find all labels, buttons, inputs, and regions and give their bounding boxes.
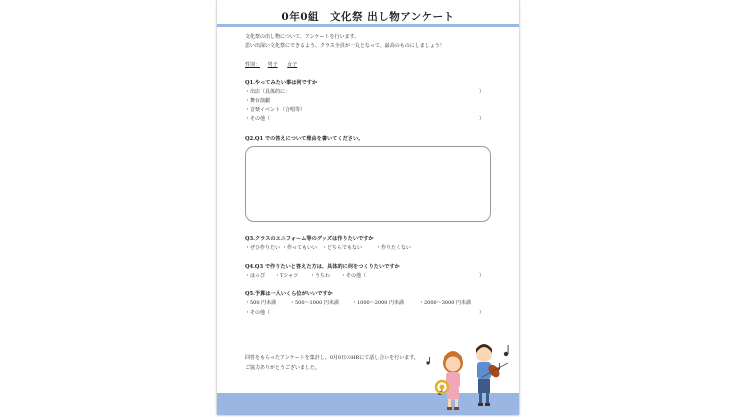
intro-line-1: 文化祭の出し物について、アンケートを行います。 xyxy=(245,34,360,40)
q5-option-1[interactable]: ・500 円未満 xyxy=(245,300,277,306)
intro-line-2: 思い出深い文化祭にできるよう、クラス全員が一丸となって、最高のものにしましょう！ xyxy=(245,43,445,49)
q3-question: Q3.クラスのユニフォーム等のグッズは作りたいですか xyxy=(245,236,374,242)
top-accent-bar xyxy=(217,24,519,27)
q5-option-3[interactable]: ・1000～2000 円未満 xyxy=(352,300,405,306)
q1-other-close: ） xyxy=(479,116,485,122)
footer-line-1: 回答をもらったアンケートを集計し、0月0日のHRにて話し合いを行います。 xyxy=(245,355,419,361)
q5-option-4[interactable]: ・2000～3000 円未満 xyxy=(419,300,472,306)
q1-shop-close: ） xyxy=(479,89,485,95)
q1-option-other[interactable]: ・その他（ xyxy=(245,116,271,122)
q4-option-tshirt[interactable]: ・Tシャツ xyxy=(275,273,299,279)
q4-option-uchiwa[interactable]: ・うちわ xyxy=(310,273,331,279)
q4-option-other[interactable]: ・その他（ xyxy=(341,273,367,279)
q3-option-4[interactable]: ・作りたくない xyxy=(376,245,412,251)
gender-male-option[interactable]: 男子 xyxy=(267,62,278,68)
boy-with-violin xyxy=(476,344,508,406)
q5-question: Q5.予算は一人いくら位がいいですか xyxy=(245,291,333,297)
q4-option-happi[interactable]: ・はっぴ xyxy=(245,273,266,279)
gender-row xyxy=(245,63,297,68)
gender-female-option[interactable]: 女子 xyxy=(287,62,298,68)
q3-option-1[interactable]: ・ぜひ作りたい xyxy=(245,245,281,251)
footer-line-2: ご協力ありがとうございました。 xyxy=(245,365,321,371)
q5-option-other[interactable]: ・その他（ xyxy=(245,310,271,316)
q5-option-2[interactable]: ・500～1000 円未満 xyxy=(290,300,339,306)
girl-with-horn xyxy=(436,351,463,410)
q3-option-3[interactable]: ・どちらでもない xyxy=(322,245,362,251)
q4-other-close: ） xyxy=(479,273,485,279)
q2-question: Q2.Q1 での答えについて理由を書いてください。 xyxy=(245,136,364,142)
q5-other-close: ） xyxy=(479,310,485,316)
q4-question: Q4.Q3 で作りたいと答えた方は、具体的に何をつくりたいですか xyxy=(245,264,400,270)
q3-option-2[interactable]: ・作ってもいい xyxy=(282,245,318,251)
q2-answer-box[interactable] xyxy=(245,146,491,222)
survey-title: 0年0組 文化祭 出し物アンケート xyxy=(281,11,455,23)
survey-sheet xyxy=(217,0,519,415)
children-playing-instruments-illustration xyxy=(420,333,515,415)
q1-option-drama[interactable]: ・舞台演劇 xyxy=(245,98,271,104)
q1-option-shop[interactable]: ・出店（具体的に： xyxy=(245,89,291,95)
q1-question: Q1.やってみたい事は何ですか xyxy=(245,80,318,86)
q1-option-music[interactable]: ・音楽イベント（合唱等） xyxy=(245,107,306,113)
gender-label: 性別： xyxy=(245,62,261,68)
